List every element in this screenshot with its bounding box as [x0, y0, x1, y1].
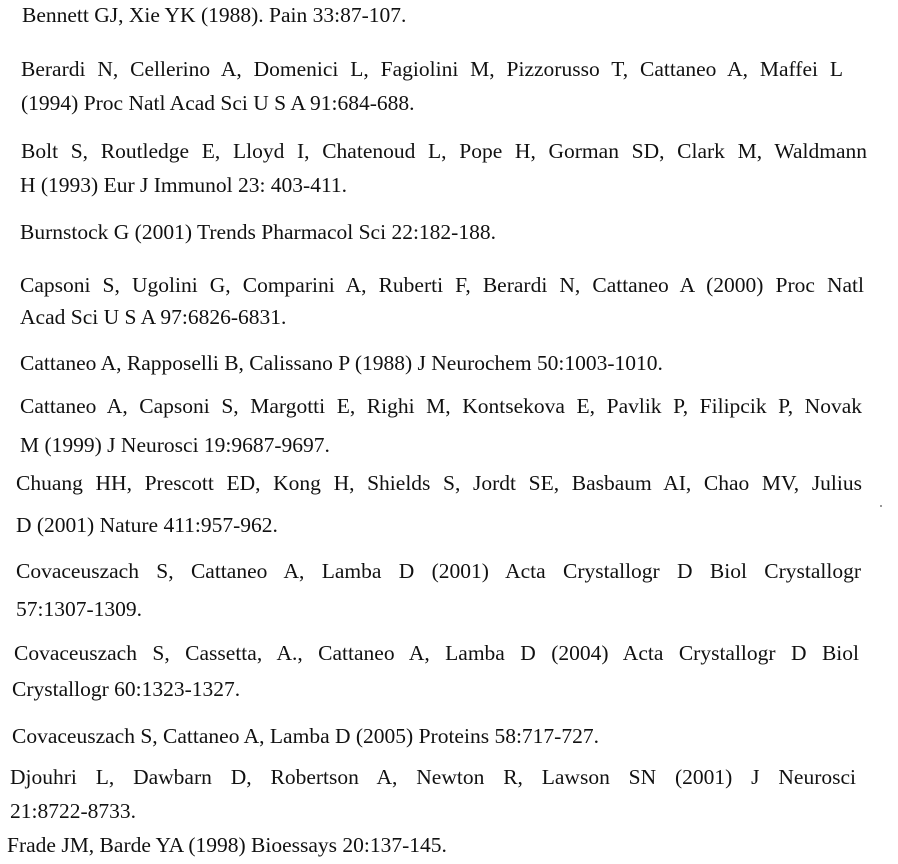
reference-berardi-1994-line-2: (1994) Proc Natl Acad Sci U S A 91:684-688. [21, 91, 415, 115]
scan-speck [880, 505, 882, 507]
reference-chuang-2001-line-1: Chuang HH, Prescott ED, Kong H, Shields S, Jordt SE, Basbaum AI, Chao MV, Julius [16, 471, 862, 495]
reference-burnstock-2001-line-1: Burnstock G (2001) Trends Pharmacol Sci 22:182-188. [20, 220, 496, 244]
reference-berardi-1994-line-1: Berardi N, Cellerino A, Domenici L, Fagiolini M, Pizzorusso T, Cattaneo A, Maffei L [21, 57, 843, 81]
reference-covaceuszach-2001-line-1: Covaceuszach S, Cattaneo A, Lamba D (2001) Acta Crystallogr D Biol Crystallogr [16, 559, 861, 583]
reference-chuang-2001-line-2: D (2001) Nature 411:957-962. [16, 513, 278, 537]
reference-bolt-1993-line-2: H (1993) Eur J Immunol 23: 403-411. [20, 173, 348, 197]
reference-covaceuszach-2005-line-1: Covaceuszach S, Cattaneo A, Lamba D (2005) Proteins 58:717-727. [12, 724, 599, 748]
reference-capsoni-2000-line-2: Acad Sci U S A 97:6826-6831. [20, 305, 287, 329]
reference-cattaneo-1988-line-1: Cattaneo A, Rapposelli B, Calissano P (1988) J Neurochem 50:1003-1010. [20, 351, 663, 375]
reference-bennett-1988-line-1: Bennett GJ, Xie YK (1988). Pain 33:87-107. [22, 3, 407, 27]
reference-covaceuszach-2004-line-1: Covaceuszach S, Cassetta, A., Cattaneo A, Lamba D (2004) Acta Crystallogr D Biol [14, 641, 859, 665]
reference-frade-1998-line-1: Frade JM, Barde YA (1998) Bioessays 20:137-145. [7, 833, 447, 857]
reference-bolt-1993-line-1: Bolt S, Routledge E, Lloyd I, Chatenoud L, Pope H, Gorman SD, Clark M, Waldmann [21, 139, 867, 163]
reference-cattaneo-1999-line-2: M (1999) J Neurosci 19:9687-9697. [20, 433, 330, 457]
reference-djouhri-2001-line-2: 21:8722-8733. [10, 799, 137, 823]
reference-cattaneo-1999-line-1: Cattaneo A, Capsoni S, Margotti E, Righi M, Kontsekova E, Pavlik P, Filipcik P, Novak [20, 394, 862, 418]
reference-capsoni-2000-line-1: Capsoni S, Ugolini G, Comparini A, Ruberti F, Berardi N, Cattaneo A (2000) Proc Natl [20, 273, 864, 297]
reference-djouhri-2001-line-1: Djouhri L, Dawbarn D, Robertson A, Newton R, Lawson SN (2001) J Neurosci [10, 765, 856, 789]
reference-covaceuszach-2004-line-2: Crystallogr 60:1323-1327. [12, 677, 241, 701]
reference-covaceuszach-2001-line-2: 57:1307-1309. [16, 597, 143, 621]
